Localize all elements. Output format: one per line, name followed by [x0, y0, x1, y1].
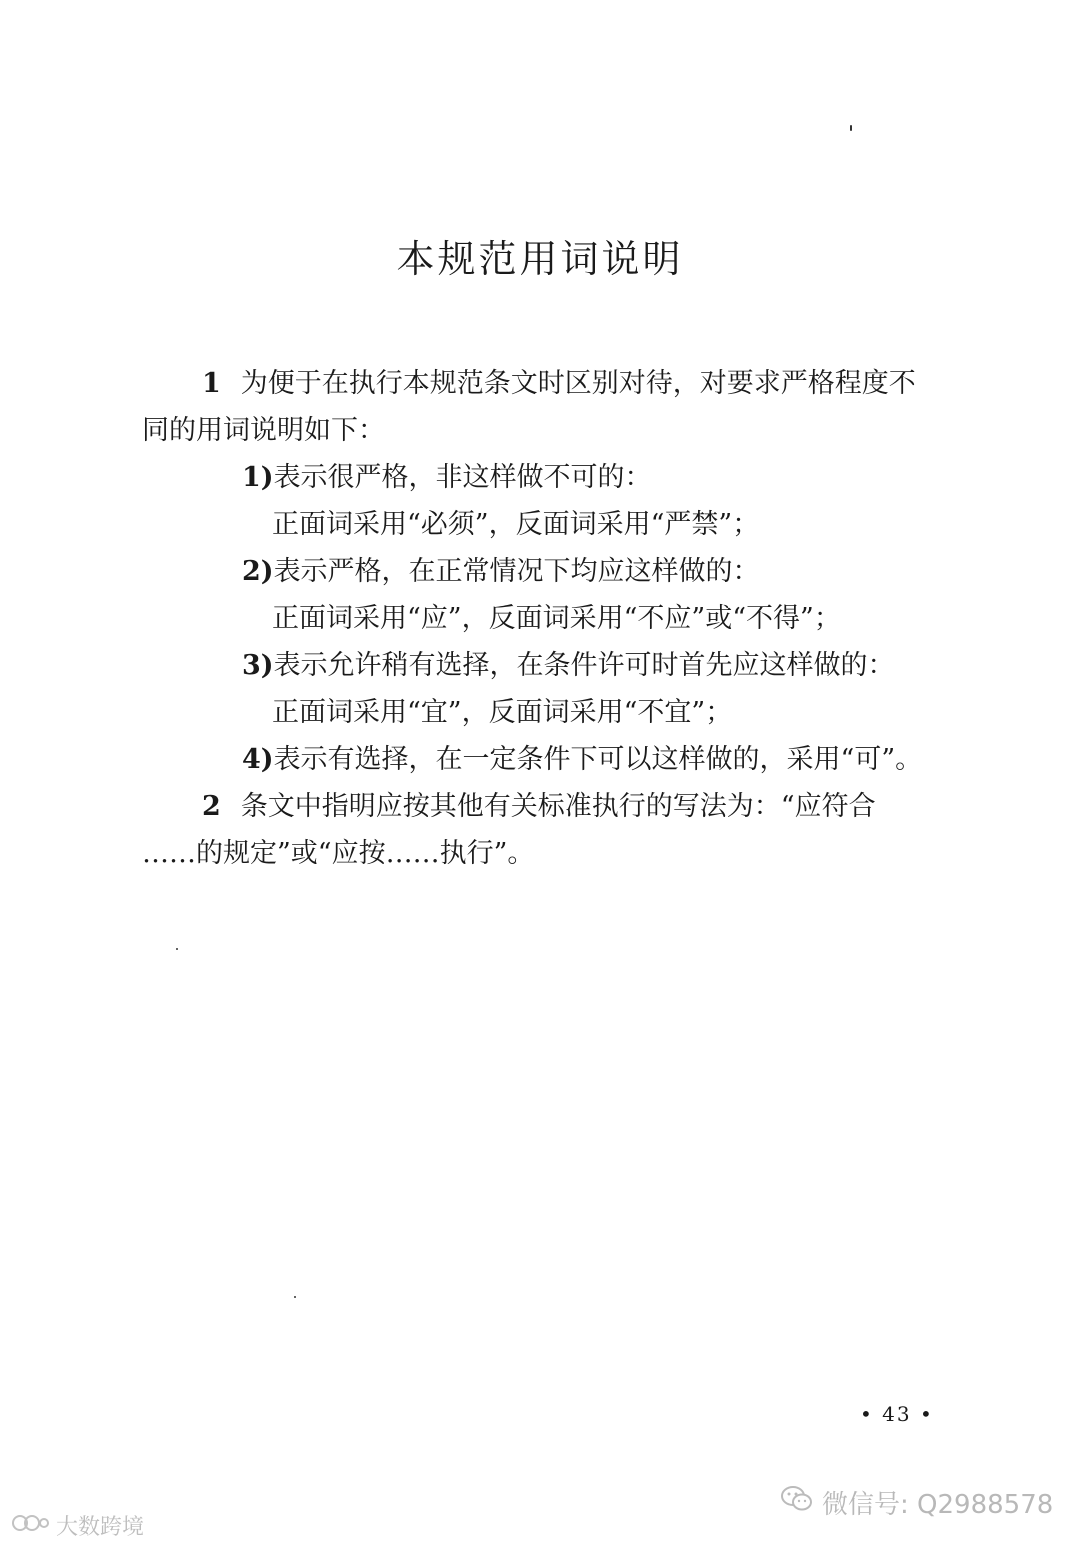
logo-icon: [10, 1512, 50, 1540]
clause-2-line-2: [142, 830, 972, 877]
brand-watermark: [10, 1510, 144, 1541]
clause-1-line-2: [142, 407, 972, 454]
scan-speck: [176, 948, 178, 950]
item-detail: 正面词采用“必须”，反面词采用“严禁”；: [272, 509, 760, 540]
page-number: 43: [882, 1402, 912, 1426]
clause-text: ……的规定”或“应按……执行”。: [142, 838, 535, 869]
page-title: 本规范用词说明: [396, 237, 684, 281]
item-text: 表示允许稍有选择，在条件许可时首先应这样做的：: [273, 650, 895, 681]
scan-speck: [850, 125, 852, 131]
watermark-text: 微信号: Q2988578: [822, 1490, 1054, 1520]
clause-text: 同的用词说明如下：: [142, 415, 385, 446]
bullet-dot: •: [860, 1402, 874, 1426]
wechat-icon: [780, 1485, 814, 1520]
list-item: [142, 736, 972, 783]
item-number: 1): [242, 462, 274, 493]
item-text: 表示很严格，非这样做不可的：: [273, 462, 652, 493]
item-text: 表示严格，在正常情况下均应这样做的：: [273, 556, 760, 587]
item-text: 表示有选择，在一定条件下可以这样做的，采用“可”。: [273, 744, 923, 775]
clause-text: 为便于在执行本规范条文时区别对待，对要求严格程度不: [240, 368, 916, 399]
clause-number: 2: [202, 791, 221, 822]
watermark-text: 大数跨境: [56, 1515, 145, 1540]
item-number: 4): [242, 744, 274, 775]
wechat-watermark: [780, 1484, 1053, 1521]
list-item-detail: [142, 595, 972, 642]
clause-1-line-1: [142, 360, 972, 407]
item-detail: 正面词采用“应”，反面词采用“不应”或“不得”；: [272, 603, 841, 634]
scan-speck: [294, 1296, 296, 1298]
list-item-detail: [142, 501, 972, 548]
item-number: 2): [242, 556, 274, 587]
document-body: [142, 360, 972, 877]
clause-number: 1: [202, 368, 221, 399]
list-item: [142, 548, 972, 595]
clause-text: 条文中指明应按其他有关标准执行的写法为：“应符合: [240, 791, 876, 822]
bullet-dot: •: [919, 1402, 934, 1426]
clause-2-line-1: [142, 783, 972, 830]
item-number: 3): [242, 650, 274, 681]
list-item: [142, 454, 972, 501]
list-item-detail: [142, 689, 972, 736]
item-detail: 正面词采用“宜”，反面词采用“不宜”；: [272, 697, 733, 728]
page-number-footer: [860, 1402, 934, 1426]
list-item: [142, 642, 972, 689]
